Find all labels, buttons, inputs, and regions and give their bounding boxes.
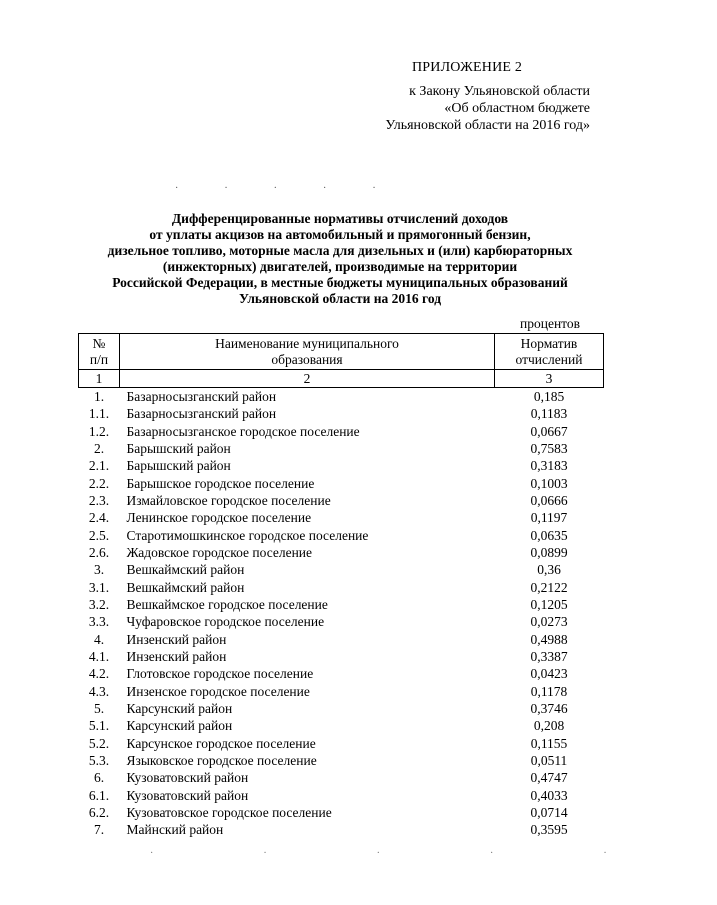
table-row — [79, 492, 604, 509]
municipality-name: Чуфаровское городское поселение — [126, 614, 325, 630]
municipality-name: Майнский район — [126, 822, 224, 838]
header-municipality: Наименование муниципального образования — [120, 334, 495, 370]
row-number: 3.3. — [88, 614, 110, 630]
municipality-name: Барышский район — [126, 441, 231, 457]
table-row — [79, 735, 604, 752]
municipality-name: Карсунский район — [126, 701, 233, 717]
title-line: (инжекторных) двигателей, производимые на территории — [162, 259, 518, 274]
column-number-row — [79, 370, 604, 388]
unit-label: процентов — [520, 316, 581, 331]
column-number: 1 — [79, 370, 120, 388]
municipality-name: Кузоватовский район — [126, 787, 249, 803]
row-number: 5.1. — [88, 718, 110, 734]
norm-value: 0,7583 — [530, 441, 568, 457]
municipality-name: Инзенский район — [126, 649, 227, 665]
table-row — [79, 804, 604, 821]
table-row — [79, 509, 604, 526]
law-reference-line: «Об областном бюджете — [444, 101, 590, 116]
norm-value: 0,0423 — [530, 666, 568, 682]
table-row — [79, 544, 604, 561]
norm-value: 0,3387 — [530, 649, 568, 665]
norm-value: 0,36 — [537, 562, 561, 578]
table-header-row — [79, 334, 604, 370]
row-number: 1.2. — [88, 423, 110, 439]
row-number: 3.2. — [88, 597, 110, 613]
municipality-name: Вешкаймский район — [126, 579, 245, 595]
table-row — [79, 579, 604, 596]
row-number: 3. — [93, 562, 105, 578]
municipality-name: Карсунское городское поселение — [126, 735, 316, 751]
table-row — [79, 561, 604, 578]
title-line: Ульяновской области на 2016 год — [238, 291, 442, 306]
row-number: 4.3. — [88, 683, 110, 699]
scan-dots-bottom: ····· — [150, 848, 717, 859]
table-row — [79, 717, 604, 734]
header-number: № п/п — [79, 334, 120, 370]
table-row — [79, 440, 604, 457]
norm-value: 0,2122 — [530, 579, 568, 595]
norm-value: 0,0899 — [530, 545, 568, 561]
row-number: 4. — [93, 631, 105, 647]
law-reference-line: Ульяновской области на 2016 год» — [385, 118, 590, 133]
municipality-name: Базарносызганский район — [126, 389, 277, 405]
title-line: Дифференцированные нормативы отчислений доходов — [171, 211, 509, 226]
row-number: 2. — [93, 441, 105, 457]
row-number: 7. — [93, 822, 105, 838]
norm-value: 0,208 — [533, 718, 565, 734]
municipality-name: Кузоватовское городское поселение — [126, 805, 332, 821]
row-number: 2.3. — [88, 493, 110, 509]
row-number: 6.1. — [88, 787, 110, 803]
column-number: 3 — [495, 370, 604, 388]
norm-value: 0,1003 — [530, 475, 568, 491]
appendix-label: ПРИЛОЖЕНИЕ 2 — [412, 60, 523, 75]
table-row — [79, 423, 604, 440]
norm-value: 0,1178 — [530, 683, 568, 699]
norm-value: 0,3746 — [530, 701, 568, 717]
norm-value: 0,0667 — [530, 423, 568, 439]
row-number: 3.1. — [88, 579, 110, 595]
row-number: 5. — [93, 701, 105, 717]
title-line: дизельное топливо, моторные масла для дизельных и (или) карбюраторных — [107, 243, 573, 258]
table-row — [79, 596, 604, 613]
municipality-name: Барышский район — [126, 458, 231, 474]
table-row — [79, 631, 604, 648]
row-number: 2.4. — [88, 510, 110, 526]
norm-value: 0,3595 — [530, 822, 568, 838]
municipality-name: Вешкаймский район — [126, 562, 245, 578]
table-row — [79, 683, 604, 700]
municipality-name: Вешкаймское городское поселение — [126, 597, 328, 613]
title-line: Российской Федерации, в местные бюджеты муниципальных образований — [112, 275, 568, 290]
table-row — [79, 388, 604, 406]
row-number: 2.5. — [88, 527, 110, 543]
norm-value: 0,0714 — [530, 805, 568, 821]
row-number: 6. — [93, 770, 105, 786]
row-number: 2.1. — [88, 458, 110, 474]
table-row — [79, 821, 604, 838]
municipality-name: Базарносызганское городское поселение — [126, 423, 360, 439]
row-number: 4.2. — [88, 666, 110, 682]
norm-value: 0,4747 — [530, 770, 568, 786]
municipality-name: Карсунский район — [126, 718, 233, 734]
row-number: 5.3. — [88, 753, 110, 769]
law-reference-line: к Закону Ульяновской области — [409, 84, 590, 99]
row-number: 2.6. — [88, 545, 110, 561]
table-row — [79, 648, 604, 665]
norms-table — [78, 333, 604, 839]
table-row — [79, 613, 604, 630]
header-norm: Норматив отчислений — [495, 334, 604, 370]
norm-value: 0,1205 — [530, 597, 568, 613]
municipality-name: Базарносызганский район — [126, 406, 277, 422]
table-row — [79, 787, 604, 804]
municipality-name: Барышское городское поселение — [126, 475, 315, 491]
column-number: 2 — [120, 370, 495, 388]
law-reference — [330, 83, 590, 134]
table-row — [79, 752, 604, 769]
norm-value: 0,4988 — [530, 631, 568, 647]
row-number: 1. — [93, 389, 105, 405]
municipality-name: Старотимошкинское городское поселение — [126, 527, 369, 543]
norm-value: 0,185 — [533, 389, 565, 405]
table-row — [79, 665, 604, 682]
title-line: от уплаты акцизов на автомобильный и прямогонный бензин, — [149, 227, 531, 242]
table-row — [79, 457, 604, 474]
norm-value: 0,4033 — [530, 787, 568, 803]
municipality-name: Инзенское городское поселение — [126, 683, 310, 699]
norm-value: 0,1197 — [530, 510, 568, 526]
municipality-name: Жадовское городское поселение — [126, 545, 313, 561]
municipality-name: Кузоватовский район — [126, 770, 249, 786]
table-row — [79, 475, 604, 492]
row-number: 1.1. — [88, 406, 110, 422]
scan-dots: ····· — [175, 183, 422, 194]
municipality-name: Языковское городское поселение — [126, 753, 317, 769]
document-title — [60, 211, 620, 307]
table-row — [79, 405, 604, 422]
norm-value: 0,0511 — [530, 753, 568, 769]
table-row — [79, 769, 604, 786]
municipality-name: Ленинское городское поселение — [126, 510, 312, 526]
norm-value: 0,1155 — [530, 735, 568, 751]
municipality-name: Инзенский район — [126, 631, 227, 647]
row-number: 4.1. — [88, 649, 110, 665]
row-number: 6.2. — [88, 805, 110, 821]
norm-value: 0,3183 — [530, 458, 568, 474]
norm-value: 0,0635 — [530, 527, 568, 543]
norm-value: 0,0666 — [530, 493, 568, 509]
row-number: 2.2. — [88, 475, 110, 491]
table-row — [79, 527, 604, 544]
municipality-name: Измайловское городское поселение — [126, 493, 331, 509]
municipality-name: Глотовское городское поселение — [126, 666, 314, 682]
norm-value: 0,1183 — [530, 406, 568, 422]
norm-value: 0,0273 — [530, 614, 568, 630]
row-number: 5.2. — [88, 735, 110, 751]
table-row — [79, 700, 604, 717]
